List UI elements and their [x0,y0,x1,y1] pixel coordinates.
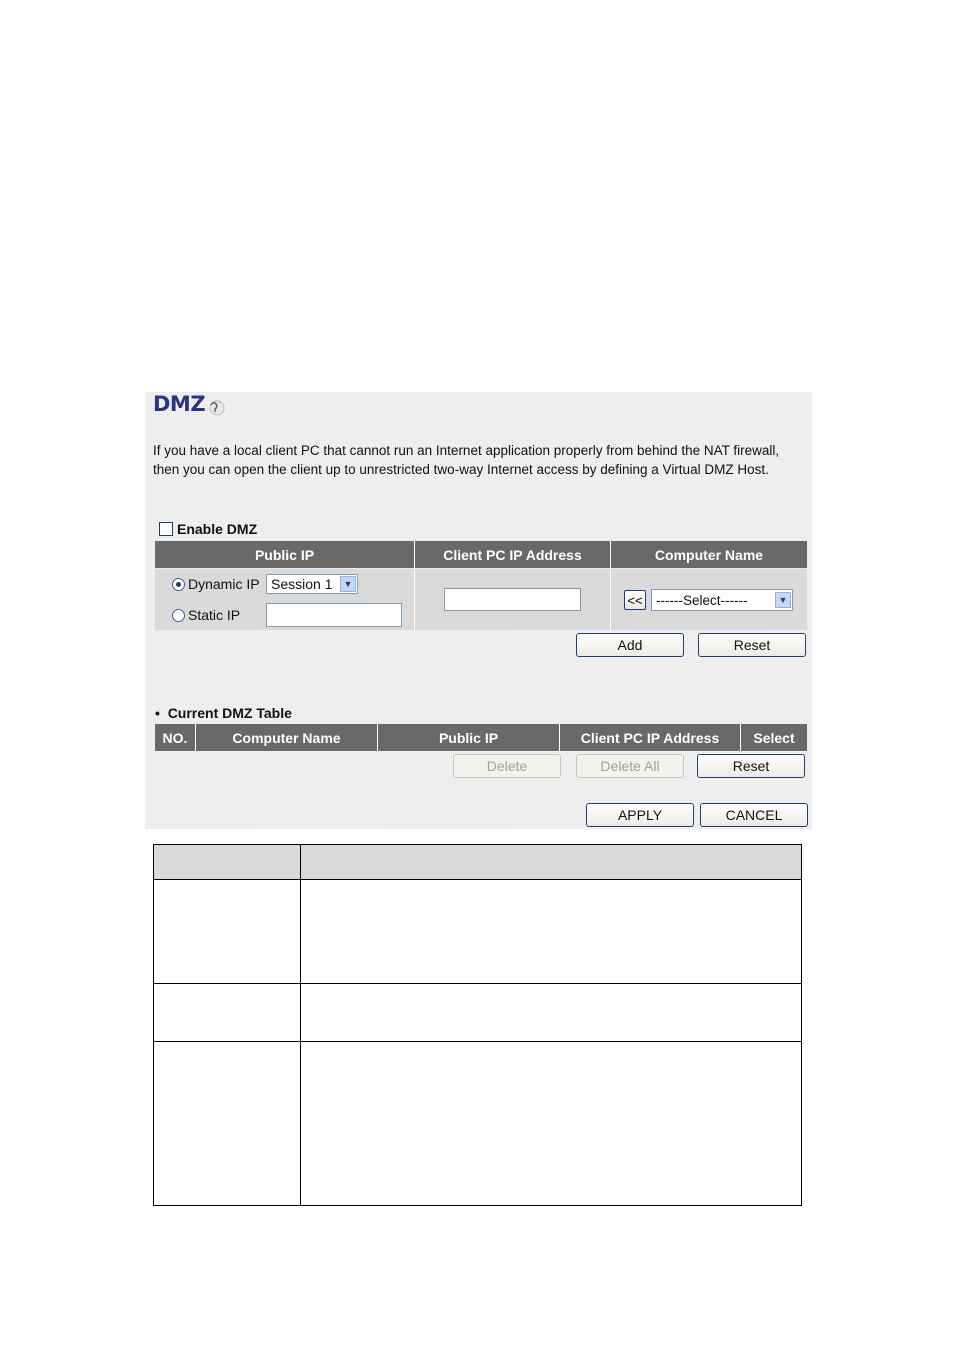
enable-dmz-label: Enable DMZ [177,521,258,537]
enable-dmz-checkbox[interactable] [159,522,173,536]
description-table-row [154,880,801,984]
table-header-client-ip: Client PC IP Address [560,724,741,751]
dynamic-ip-radio[interactable] [172,578,185,591]
computer-name-select[interactable] [651,589,793,611]
dmz-description: If you have a local client PC that cannot run an Internet application properly from behind the NAT firewall, then you can open the client up to unrestricted two-way Internet access by defining a Virtual DMZ Host. [153,443,780,477]
session-select[interactable] [266,574,358,594]
current-dmz-table-label: Current DMZ Table [167,705,292,721]
table-header-select: Select [741,724,807,751]
static-ip-input[interactable] [266,603,402,627]
reset-button[interactable]: Reset [698,633,806,657]
cancel-button[interactable]: CANCEL [700,803,808,827]
description-table-header [154,845,801,880]
dynamic-ip-option[interactable] [172,576,260,592]
static-ip-option[interactable] [172,607,240,623]
dynamic-ip-label: Dynamic IP [188,576,260,592]
session-select-value: Session 1 [271,576,333,592]
copy-computer-button[interactable]: << [624,590,646,610]
header-computer-name: Computer Name [611,541,807,568]
apply-button[interactable]: APPLY [586,803,694,827]
table-header-public-ip: Public IP [378,724,560,751]
table-header-computer-name: Computer Name [196,724,378,751]
description-table-row [154,984,801,1042]
client-ip-input[interactable] [444,588,581,611]
help-icon[interactable] [205,398,225,416]
delete-all-button[interactable]: Delete All [576,754,684,778]
computer-name-select-value: ------Select------ [656,592,748,608]
header-public-ip: Public IP [155,541,415,568]
description-table-row [154,1042,801,1205]
enable-dmz-row[interactable] [159,521,257,537]
chevron-down-icon: ▼ [340,576,356,592]
dmz-panel [145,392,812,829]
add-button[interactable]: Add [576,633,684,657]
table-header-no: NO. [155,724,196,751]
page-title: DMZ [153,392,206,416]
static-ip-radio[interactable] [172,609,185,622]
static-ip-label: Static IP [188,607,241,623]
parameter-description-table [153,844,802,1206]
delete-button[interactable]: Delete [453,754,561,778]
bullet-icon: • [155,705,168,721]
chevron-down-icon: ▼ [775,592,791,608]
table-reset-button[interactable]: Reset [697,754,805,778]
current-dmz-table-title [155,705,292,721]
description-table-divider [300,845,301,1205]
header-client-ip: Client PC IP Address [415,541,611,568]
